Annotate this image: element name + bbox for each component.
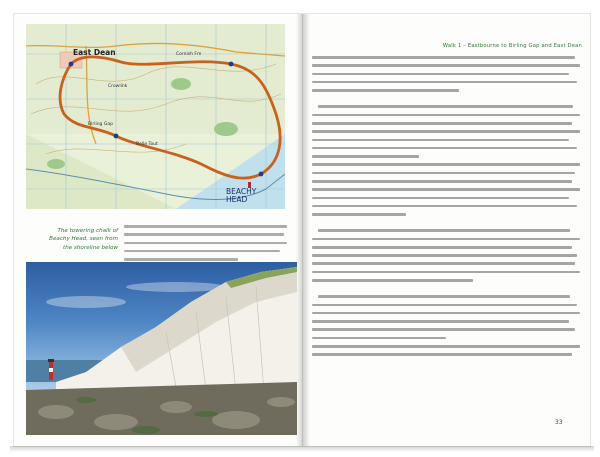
page-number: 33 [555,419,563,426]
map-label-beachy-head: BEACHY HEAD [226,187,257,204]
route-map [26,24,285,209]
map-label-belle-tout: Belle Tout [136,142,158,147]
beachy-head-photo [26,262,297,435]
left-body-text [124,225,287,266]
map-graphic [26,24,285,209]
photo-caption: The towering chalk of Beachy Head, seen from the shoreline below [49,228,118,251]
map-label-birling-gap: Birling Gap [88,122,113,127]
cliff-photo-graphic [26,262,297,435]
running-head: Walk 1 – Eastbourne to Birling Gap and East Dean [442,43,582,49]
map-label-crowlink: Crowlink [108,84,128,89]
map-label-east-dean: East Dean [73,48,116,57]
page-shadow [10,446,594,452]
book-gutter [296,14,310,446]
map-label-cornish-farm: Cornish Fm [176,52,202,57]
right-body-text [312,56,580,362]
